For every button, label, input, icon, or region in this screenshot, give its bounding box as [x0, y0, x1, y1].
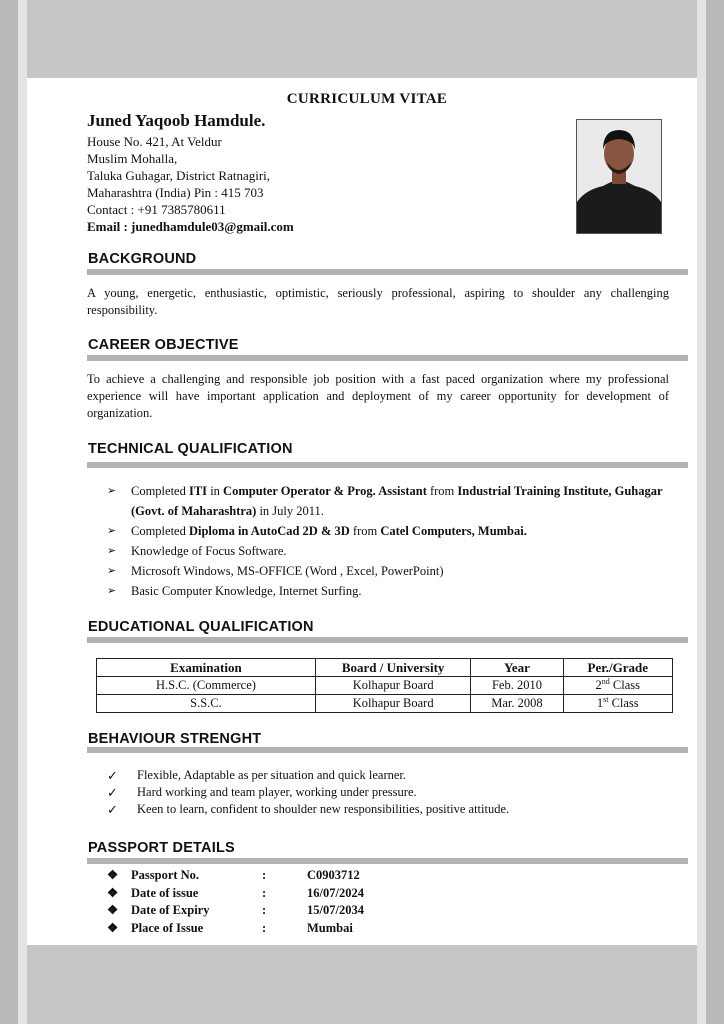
education-table: [96, 658, 673, 713]
table-cell: S.S.C.: [97, 695, 316, 713]
person-silhouette-icon: [577, 120, 661, 233]
list-item: ✓ Keen to learn, confident to shoulder new responsibilities, positive attitude.: [107, 802, 510, 817]
section-heading-technical: TECHNICAL QUALIFICATION: [88, 441, 293, 457]
list-item: ➢ Completed Diploma in AutoCad 2D & 3D from Catel Computers, Mumbai.: [107, 521, 667, 541]
section-divider: [87, 462, 688, 468]
arrowhead-bullet-icon: ➢: [107, 585, 117, 597]
scan-edge-left-inner: [18, 0, 27, 1024]
list-item: ➢ Basic Computer Knowledge, Internet Surfing.: [107, 581, 667, 601]
column-header: Board / University: [315, 659, 471, 677]
technical-list: [107, 481, 667, 601]
list-item: ➢ Completed ITI in Computer Operator & Prog. Assistant from Industrial Training Institute, Guhagar (Govt. of Maharashtra) in July 2011.: [107, 481, 667, 521]
section-divider: [87, 747, 688, 753]
checkmark-bullet-icon: ✓: [107, 802, 118, 817]
section-heading-educational: EDUCATIONAL QUALIFICATION: [88, 619, 314, 635]
four-diamond-bullet-icon: ❖: [107, 885, 119, 900]
checkmark-bullet-icon: ✓: [107, 768, 118, 783]
table-header-row: [97, 659, 673, 677]
section-heading-background: BACKGROUND: [88, 251, 197, 267]
table-row: [97, 677, 673, 695]
table-cell: 2nd Class: [563, 677, 672, 695]
behaviour-list: [107, 767, 667, 818]
list-item: ➢ Knowledge of Focus Software.: [107, 541, 667, 561]
table-row: [97, 695, 673, 713]
table-cell: Mar. 2008: [471, 695, 563, 713]
background-text: A young, energetic, enthusiastic, optimistic, seriously professional, aspiring to shoulder any challenging responsibility.: [87, 286, 669, 317]
address-line: Muslim Mohalla,: [87, 151, 178, 166]
list-item: ✓ Flexible, Adaptable as per situation and quick learner.: [107, 768, 407, 783]
column-header: Examination: [97, 659, 316, 677]
column-header: Year: [471, 659, 563, 677]
section-heading-behaviour: BEHAVIOUR STRENGHT: [88, 731, 262, 747]
candidate-name: Juned Yaqoob Hamdule.: [87, 111, 266, 130]
table-cell: 1st Class: [563, 695, 672, 713]
section-divider: [87, 858, 688, 864]
table-cell: Kolhapur Board: [315, 677, 471, 695]
list-item: ➢ Microsoft Windows, MS-OFFICE (Word , Excel, PowerPoint): [107, 561, 667, 581]
checkmark-bullet-icon: ✓: [107, 785, 118, 800]
table-cell: H.S.C. (Commerce): [97, 677, 316, 695]
arrowhead-bullet-icon: ➢: [107, 525, 117, 537]
section-divider: [87, 637, 688, 643]
column-header: Per./Grade: [563, 659, 672, 677]
section-divider: [87, 355, 688, 361]
arrowhead-bullet-icon: ➢: [107, 565, 117, 577]
four-diamond-bullet-icon: ❖: [107, 920, 119, 935]
four-diamond-bullet-icon: ❖: [107, 903, 119, 917]
scan-edge-left: [0, 0, 18, 1024]
profile-photo: [576, 119, 662, 234]
address-line: Taluka Guhagar, District Ratnagiri,: [87, 168, 271, 183]
contact-email: Email : junedhamdule03@gmail.com: [87, 219, 294, 234]
scan-edge-right-inner: [697, 0, 706, 1024]
address-line: Maharashtra (India) Pin : 415 703: [87, 185, 264, 200]
arrowhead-bullet-icon: ➢: [107, 545, 117, 557]
arrowhead-bullet-icon: ➢: [107, 485, 117, 497]
table-cell: Kolhapur Board: [315, 695, 471, 713]
contact-block: [87, 133, 294, 235]
four-diamond-bullet-icon: ❖: [107, 868, 119, 882]
document-title: CURRICULUM VITAE: [286, 91, 448, 107]
section-heading-passport: PASSPORT DETAILS: [88, 840, 235, 856]
contact-phone: Contact : +91 7385780611: [87, 202, 226, 217]
address-line: House No. 421, At Veldur: [87, 134, 222, 149]
table-cell: Feb. 2010: [471, 677, 563, 695]
section-heading-career-objective: CAREER OBJECTIVE: [88, 337, 239, 353]
list-item: ✓ Hard working and team player, working under pressure.: [107, 785, 417, 800]
section-divider: [87, 269, 688, 275]
resume-page: CURRICULUM VITAE Juned Yaqoob Hamdule. House No. 421, At Veldur Muslim Mohalla, Taluka Guhagar, District Ratnagiri, Maharashtra (India) Pin : 415 703 Contact : +91 7385780611 Email : junedhamdule03@gmail.com BACKGROUND A young, energetic, enthusiastic, optimistic, seriously professional, aspiring to shoulder any challenging responsibility. CAREER OBJECTIVE To achieve a challenging and responsible job position with a fast paced organization where my professional experience will have important application and deployment of my career opportunity for development of organization. TECHNICAL QUALIFICATION ➢ Completed ITI in Computer Operator & Prog. Assistant from Industrial Training Institute, Guhagar (Govt. of Maharashtra) in July 2011. ➢ Completed Diploma in AutoCad 2D & 3D from Catel Computers, Mumbai. ➢ Knowledge of Focus Software. ➢ Microsoft Windows, MS-OFFICE (Word , Excel, PowerPoint) ➢ Basic Computer Knowledge, Internet Surfing. EDUCATIONAL QUALIFICATION Examination Board / University Year Per./Grade H.S.C. (Commerce) Kolhapur Board Feb. 2010 2nd Class S.S.C. Kolhapur Board Mar. 2008 1st Class BEHAVIOUR STRENGHT ✓ Flexible, Adaptable as per situation and quick learner. ✓ Hard working and team player, working under pressure. ✓ Keen to learn, confident to shoulder new responsibilities, positive attitude. PASSPORT DETAILS ❖ Passport No. : C0903712 ❖ Date of issue : 16/07/2024 ❖ Date of Expiry : 15/07/2034 ❖ Place of Issue : Mumbai: [27, 78, 697, 945]
scan-edge-right: [706, 0, 724, 1024]
career-objective-text: To achieve a challenging and responsible job position with a fast paced organization where my professional experience will have important application and deployment of my career opportunity for development of organization.: [87, 372, 669, 420]
